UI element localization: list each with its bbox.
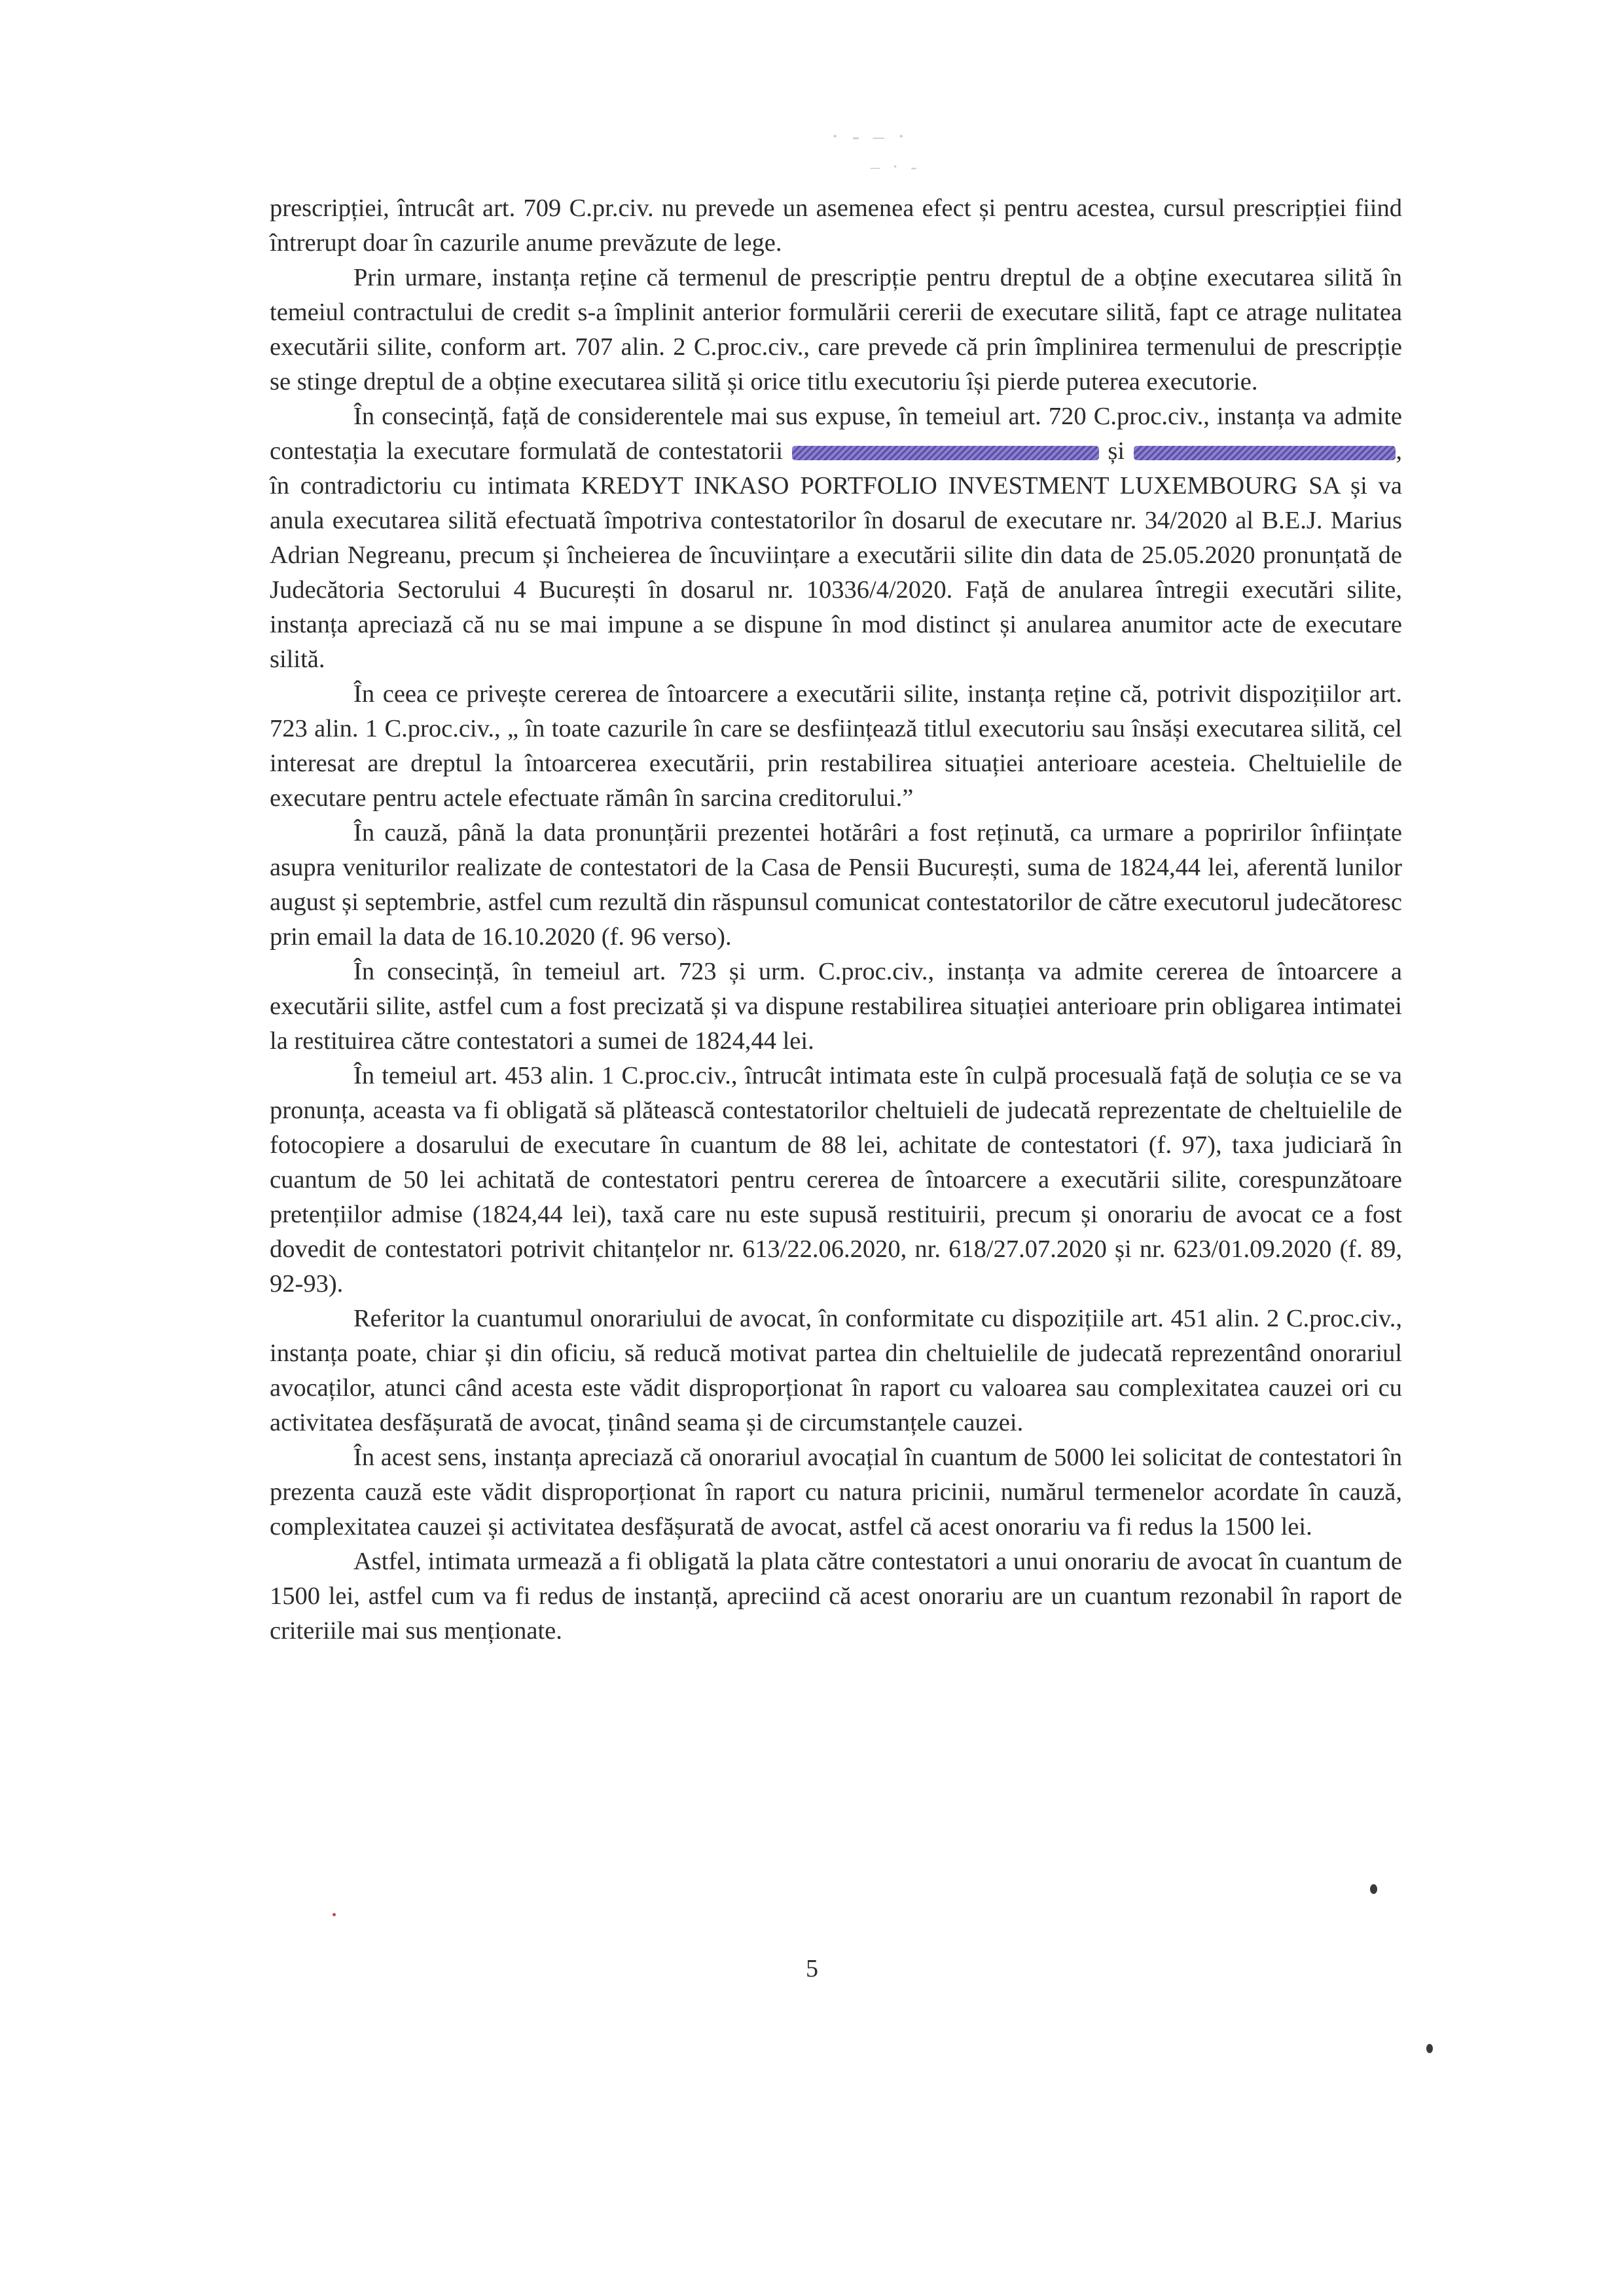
- scan-smudge: · ‐ – ·: [831, 124, 909, 149]
- paragraph-5: În cauză, până la data pronunțării prezentei hotărâri a fost reținută, ca urmare a popririlor înființate asupra veniturilor realizate de contestatori de la Casa de Pensii București, suma de 1824,44 lei, aferentă lunilor august și septembrie, astfel cum rezultă din răspunsul comunicat contestatorilor de către executorul judecătoresc prin email la data de 16.10.2020 (f. 96 verso).: [270, 819, 1402, 951]
- paragraph-10: Astfel, intimata urmează a fi obligată la plata către contestatori a unui onorariu de avocat în cuantum de 1500 lei, astfel cum va fi redus de instanță, apreciind că acest onorariu are un cuantum rezonabil în raport de criteriile mai sus menționate.: [270, 1548, 1402, 1645]
- page-number: 5: [806, 1955, 818, 1982]
- paragraph-9: În acest sens, instanța apreciază că onorariul avocațial în cuantum de 5000 lei solicitat de contestatori în prezenta cauză este vădit disproporționat în raport cu natura pricinii, numărul termenelor acordate în cauză, complexitatea cauzei și activitatea desfășurată de avocat, astfel că acest onorariu va fi redus la 1500 lei.: [270, 1444, 1402, 1540]
- paragraph-4: În ceea ce privește cererea de întoarcere a executării silite, instanța reține că, potrivit dispozițiilor art. 723 alin. 1 C.proc.civ., „ în toate cazurile în care se desființează titlul executoriu sau însăși executarea silită, cel interesat are dreptul la întoarcerea executării, prin restabilirea situației anterioare acesteia. Cheltuielile de executare pentru actele efectuate rămân în sarcina creditorului.”: [270, 680, 1402, 812]
- redacted-name-1: [792, 446, 1099, 460]
- paragraph-2: Prin urmare, instanța reține că termenul de prescripție pentru dreptul de a obține executarea silită în temeiul contractului de credit s-a împlinit anterior formulării cererii de executare silită, fapt ce atrage nulitatea executării silite, conform art. 707 alin. 2 C.proc.civ., care prevede că prin împlinirea termenului de prescripție se stinge dreptul de a obține executarea silită și orice titlu executoriu își pierde puterea executorie.: [270, 264, 1402, 395]
- scan-smudge: – · ‐: [871, 157, 921, 177]
- paragraph-3-end: , în contradictoriu cu intimata KREDYT INKASO PORTFOLIO INVESTMENT LUXEMBOURG SA și va anula executarea silită efectuată împotriva contestatorilor în dosarul de executare nr. 34/2020 al B.E.J. Marius Adrian Negreanu, precum și încheierea de încuviințare a executării silite din data de 25.05.2020 pronunțată de Judecătoria Sectorului 4 București în dosarul nr. 10336/4/2020. Față de anularea întregii executări silite, instanța apreciază că nu se mai impune a se dispune în mod distinct și anularea anumitor acte de executare silită.: [270, 437, 1402, 673]
- paragraph-3-start: În consecință, față de considerentele mai sus expuse, în temeiul art. 720 C.proc.civ., instanța va admite contestația la executare formulată de contestatorii: [270, 403, 1402, 465]
- scan-speck: [1370, 1884, 1377, 1894]
- paragraph-7: În temeiul art. 453 alin. 1 C.proc.civ., întrucât intimata este în culpă procesuală față de soluția ce se va pronunța, aceasta va fi obligată să plătească contestatorilor cheltuieli de judecată reprezentate de cheltuielile de fotocopiere a dosarului de executare în cuantum de 88 lei, achitate de contestatori (f. 97), taxa judiciară în cuantum de 50 lei achitată de contestatori pentru cererea de întoarcere a executării silite, corespunzătoare pretențiilor admise (1824,44 lei), taxă care nu este supusă restituirii, precum și onorariu de avocat ce a fost dovedit de contestatori potrivit chitanțelor nr. 613/22.06.2020, nr. 618/27.07.2020 și nr. 623/01.09.2020 (f. 89, 92-93).: [270, 1062, 1402, 1298]
- paragraph-8: Referitor la cuantumul onorariului de avocat, în conformitate cu dispozițiile art. 451 alin. 2 C.proc.civ., instanța poate, chiar și din oficiu, să reducă motivat partea din cheltuielile de judecată reprezentând onorariul avocaților, atunci când acesta este vădit disproporționat în raport cu valoarea sau complexitatea cauzei ori cu activitatea desfășurată de avocat, ținând seama și de circumstanțele cauzei.: [270, 1305, 1402, 1436]
- scan-speck: [333, 1913, 336, 1916]
- document-body: [270, 191, 1402, 1649]
- paragraph-1: prescripției, întrucât art. 709 C.pr.civ. nu prevede un asemenea efect și pentru acestea, cursul prescripției fiind întrerupt doar în cazurile anume prevăzute de lege.: [270, 194, 1402, 257]
- paragraph-6: În consecință, în temeiul art. 723 și urm. C.proc.civ., instanța va admite cererea de întoarcere a executării silite, astfel cum a fost precizată și va dispune restabilirea situației anterioare prin obligarea intimatei la restituirea către contestatori a sumei de 1824,44 lei.: [270, 958, 1402, 1055]
- redacted-name-2: [1134, 446, 1396, 460]
- paragraph-3: [270, 399, 1402, 677]
- scan-speck: [1426, 2044, 1433, 2053]
- paragraph-3-mid: și: [1098, 437, 1134, 465]
